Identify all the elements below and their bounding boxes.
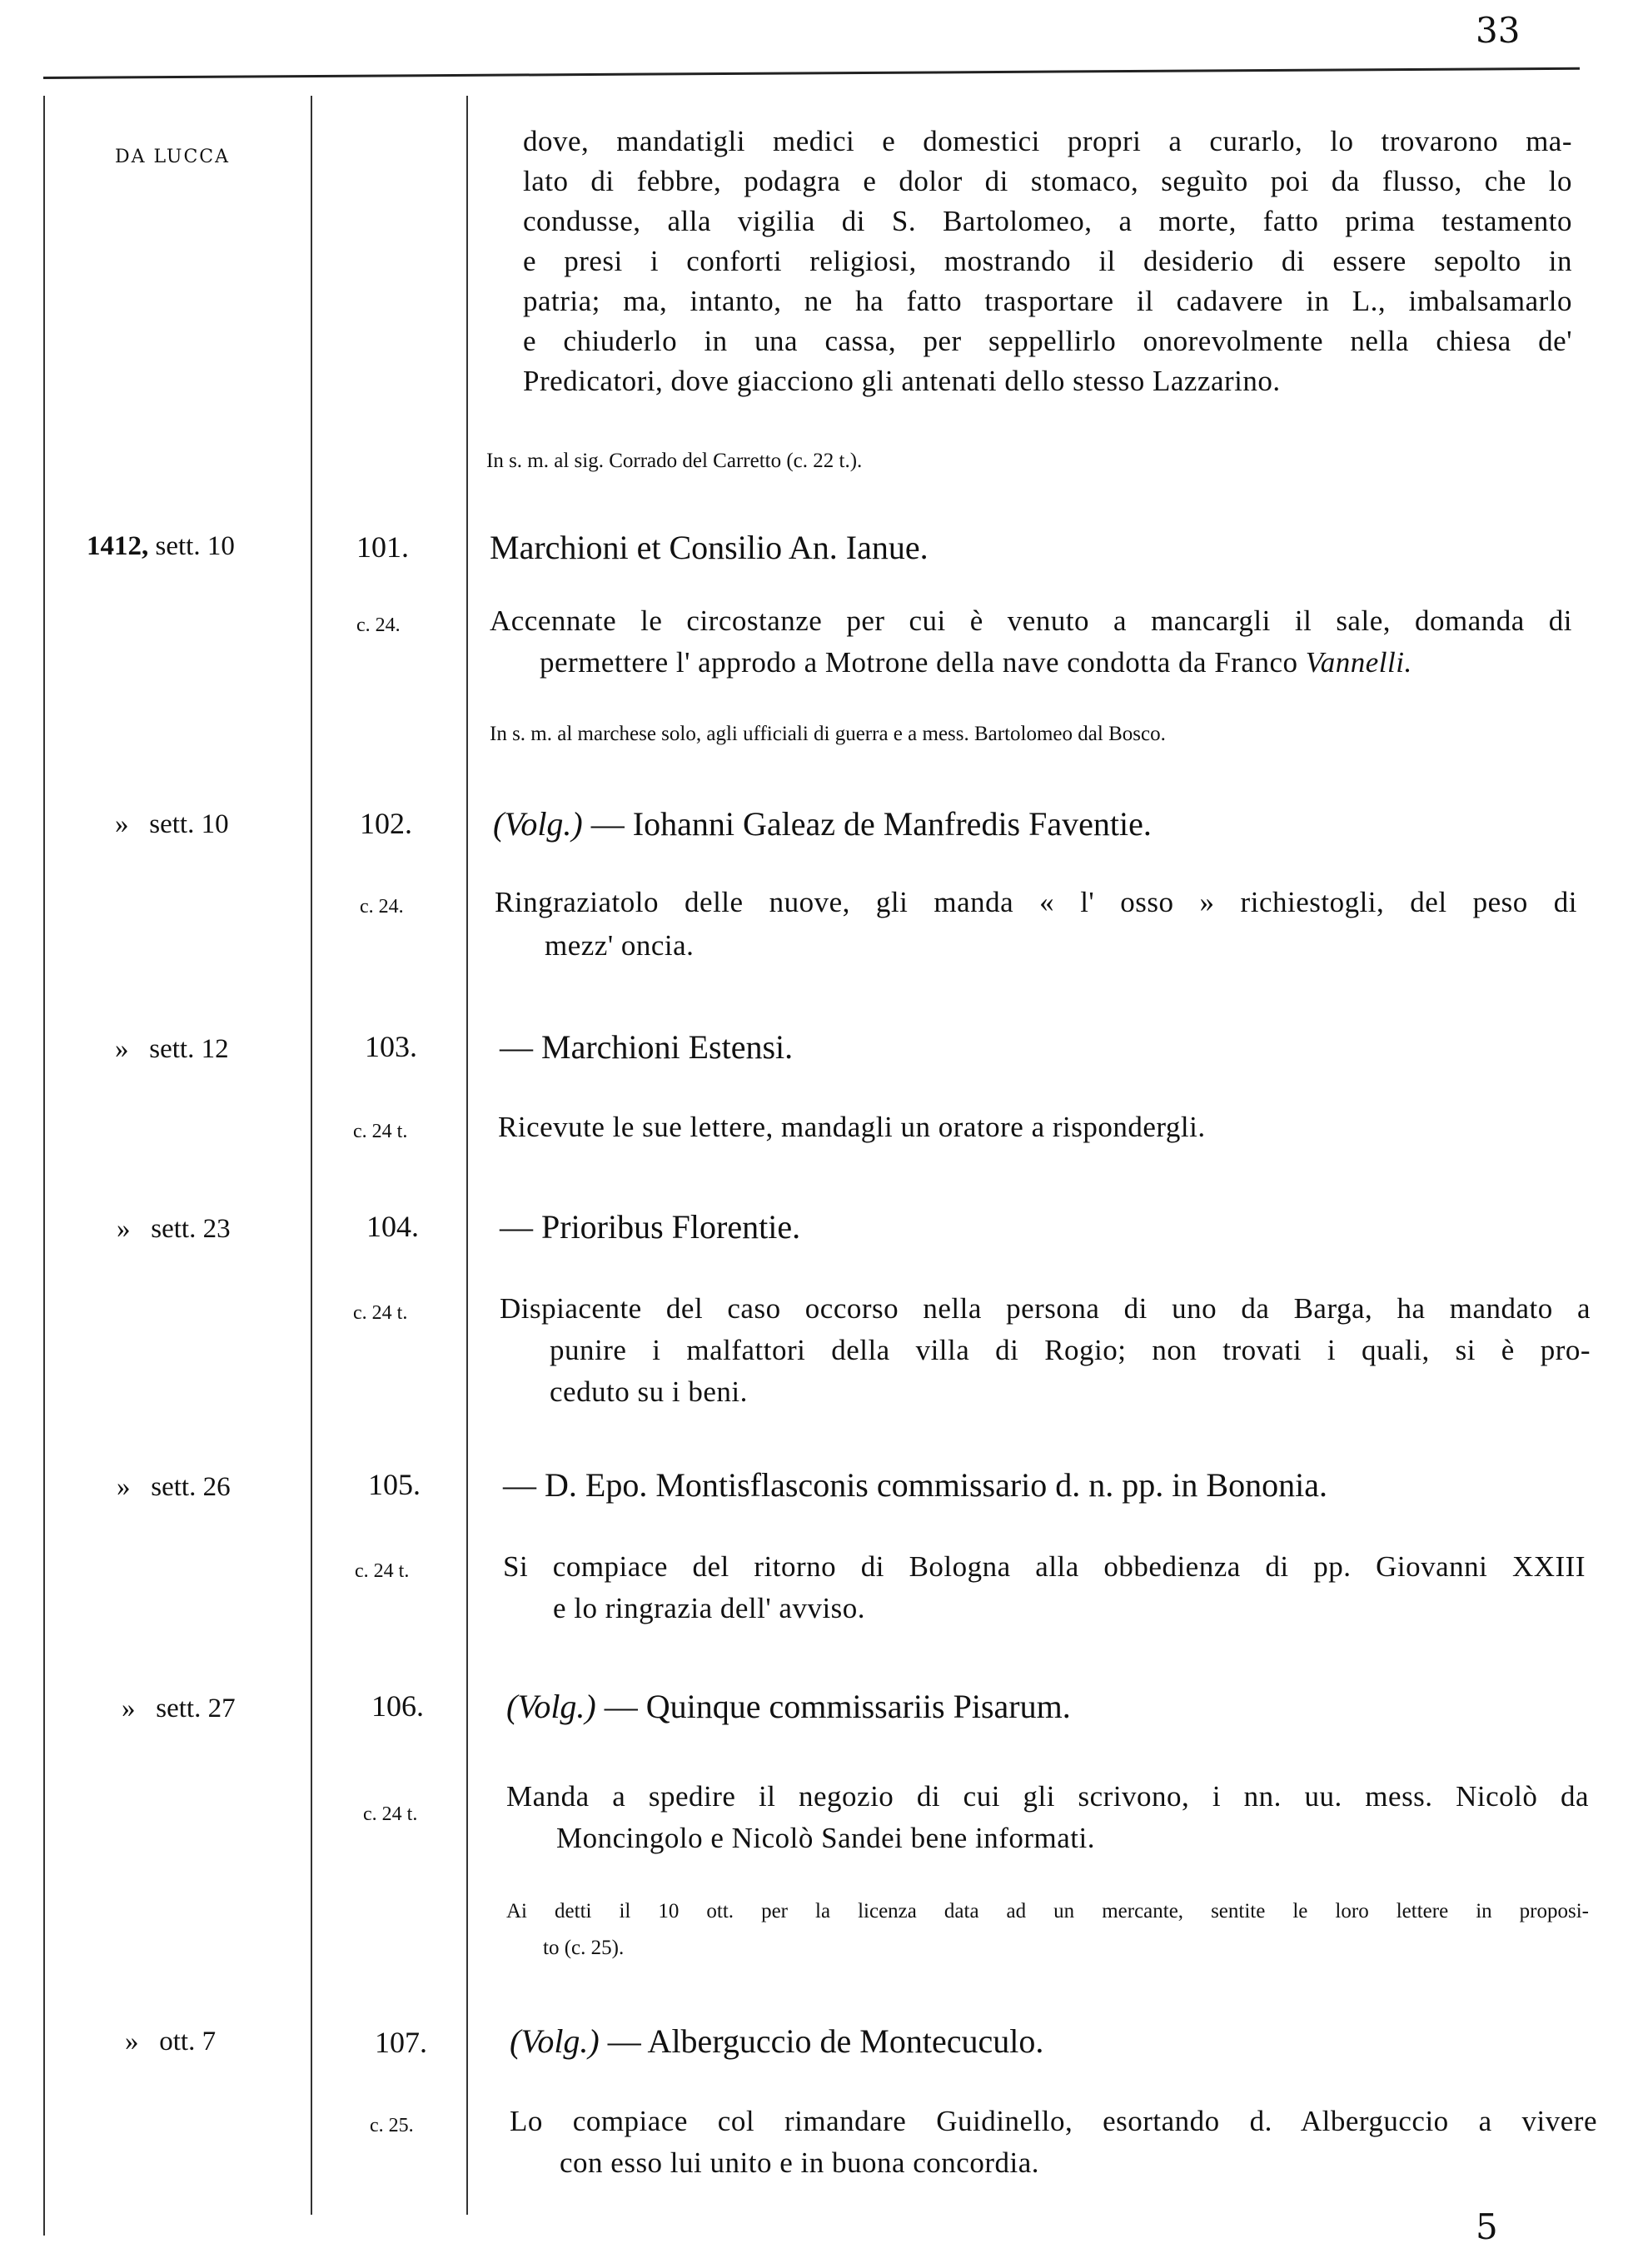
entry-date: [117, 1214, 231, 1245]
text-line: lato di febbre, podagra e dolor di stomaco, seguìto poi da flusso, che lo: [523, 165, 1572, 197]
entry-title-text: — Iohanni Galeaz de Manfredis Faventie.: [590, 805, 1152, 843]
entry-carta: c. 24.: [356, 614, 401, 636]
entry-title: [493, 804, 1152, 843]
entry-number: 101.: [356, 530, 409, 564]
entry-number: 107.: [375, 2026, 427, 2059]
entry-number: 104.: [366, 1210, 419, 1243]
entry-date: [115, 1034, 229, 1065]
entry-number: 106.: [371, 1689, 424, 1723]
entry-number: 102.: [360, 807, 412, 840]
marginal-note: In s. m. al sig. Corrado del Carretto (c. 22 t.).: [486, 450, 863, 472]
entry-date-text: ott. 7: [159, 2027, 217, 2057]
text-line: dove, mandatigli medici e domestici propri a curarlo, lo trovarono ma-: [523, 125, 1572, 157]
ditto-mark: »: [115, 1034, 129, 1064]
entry-prefix: (Volg.): [510, 2022, 600, 2060]
entry-title-text: — Quinque commissariis Pisarum.: [604, 1688, 1071, 1725]
header-rule: [43, 67, 1580, 79]
summary-text: permettere l' approdo a Motrone della nave condotta da Franco: [540, 646, 1306, 679]
ditto-mark: »: [125, 2027, 139, 2057]
summary-line: Dispiacente del caso occorso nella persona di uno da Barga, ha mandato a: [500, 1292, 1591, 1325]
entry-title-text: — Alberguccio de Montecuculo.: [607, 2022, 1044, 2060]
continuation-text: [523, 125, 1572, 405]
summary-line: Lo compiace col rimandare Guidinello, esortando d. Alberguccio a vivere: [510, 2105, 1597, 2137]
summary-italic-name: Vannelli.: [1305, 646, 1412, 679]
entry-carta: c. 25.: [370, 2115, 414, 2136]
entry-number: 103.: [365, 1030, 417, 1063]
ditto-mark: »: [117, 1472, 131, 1502]
entry-date: [125, 2027, 216, 2057]
page-number: 33: [1476, 10, 1521, 51]
summary-line: punire i malfattori della villa di Rogio; non trovati i quali, si è pro-: [550, 1334, 1591, 1366]
column-rule-number: [466, 96, 468, 2215]
ditto-mark: »: [115, 809, 129, 839]
text-line: e presi i conforti religiosi, mostrando il desiderio di essere sepolto in: [523, 245, 1572, 277]
note-line: Ai detti il 10 ott. per la licenza data ad un mercante, sentite le loro lettere in proposi-: [506, 1900, 1589, 1922]
entry-number: 105.: [368, 1468, 421, 1501]
column-rule-date: [311, 96, 312, 2215]
ditto-mark: »: [122, 1694, 136, 1723]
summary-line: con esso lui unito e in buona concordia.: [560, 2146, 1039, 2179]
entry-carta: c. 24 t.: [355, 1560, 410, 1582]
entry-date: [87, 531, 235, 562]
entry-date: [115, 809, 229, 840]
summary-line: Moncingolo e Nicolò Sandei bene informati.: [556, 1822, 1095, 1854]
summary-line: [490, 646, 1572, 679]
entry-prefix: (Volg.): [506, 1688, 596, 1725]
summary-line: Ricevute le sue lettere, mandagli un oratore a rispondergli.: [498, 1111, 1206, 1143]
entry-carta: c. 24 t.: [353, 1121, 408, 1142]
entry-date-text: sett. 26: [151, 1472, 231, 1502]
entry-title: Marchioni et Consilio An. Ianue.: [490, 529, 929, 566]
entry-date: [117, 1472, 231, 1503]
text-line: Predicatori, dove giacciono gli antenati dello stesso Lazzarino.: [523, 365, 1281, 397]
summary-line: Si compiace del ritorno di Bologna alla obbedienza di pp. Giovanni XXIII: [503, 1550, 1586, 1583]
note-line: to (c. 25).: [543, 1937, 625, 1959]
summary-line: e lo ringrazia dell' avviso.: [553, 1592, 866, 1624]
summary-line: Ringraziatolo delle nuove, gli manda « l' osso » richiestogli, del peso di: [495, 886, 1577, 918]
text-line: patria; ma, intanto, ne ha fatto trasportare il cadavere in L., imbalsamarlo: [523, 285, 1572, 317]
entry-title: — Marchioni Estensi.: [500, 1028, 794, 1066]
entry-prefix: (Volg.): [493, 805, 583, 843]
summary-line: ceduto su i beni.: [550, 1375, 748, 1408]
text-line: e chiuderlo in una cassa, per seppellirlo onorevolmente nella chiesa de': [523, 325, 1572, 357]
ditto-mark: »: [117, 1214, 131, 1244]
entry-date-text: sett. 10: [155, 531, 235, 561]
entry-carta: c. 24 t.: [353, 1302, 408, 1324]
entry-title: — Prioribus Florentie.: [500, 1208, 801, 1246]
entry-title: [510, 2022, 1043, 2061]
summary-line: Accennate le circostanze per cui è venuto a mancargli il sale, domanda di: [490, 604, 1572, 637]
entry-date-text: sett. 23: [151, 1214, 231, 1244]
running-head: DA LUCCA: [115, 147, 231, 167]
entry-date-text: sett. 27: [156, 1694, 236, 1723]
entry-date: [122, 1694, 236, 1724]
entry-note: In s. m. al marchese solo, agli ufficiali di guerra e a mess. Bartolomeo dal Bosco.: [490, 723, 1166, 745]
entry-year: 1412,: [87, 531, 149, 561]
summary-line: mezz' oncia.: [545, 929, 695, 962]
column-rule-left: [43, 96, 45, 2236]
entry-date-text: sett. 12: [149, 1034, 229, 1064]
entry-date-text: sett. 10: [149, 809, 229, 839]
entry-title: [506, 1687, 1071, 1726]
entry-carta: c. 24.: [360, 896, 404, 918]
signature-mark: 5: [1476, 2206, 1498, 2247]
entry-title: — D. Epo. Montisflasconis commissario d. n. pp. in Bononia.: [503, 1466, 1327, 1504]
entry-carta: c. 24 t.: [363, 1803, 418, 1825]
text-line: condusse, alla vigilia di S. Bartolomeo, a morte, fatto prima testamento: [523, 205, 1572, 237]
summary-line: Manda a spedire il negozio di cui gli scrivono, i nn. uu. mess. Nicolò da: [506, 1780, 1589, 1813]
